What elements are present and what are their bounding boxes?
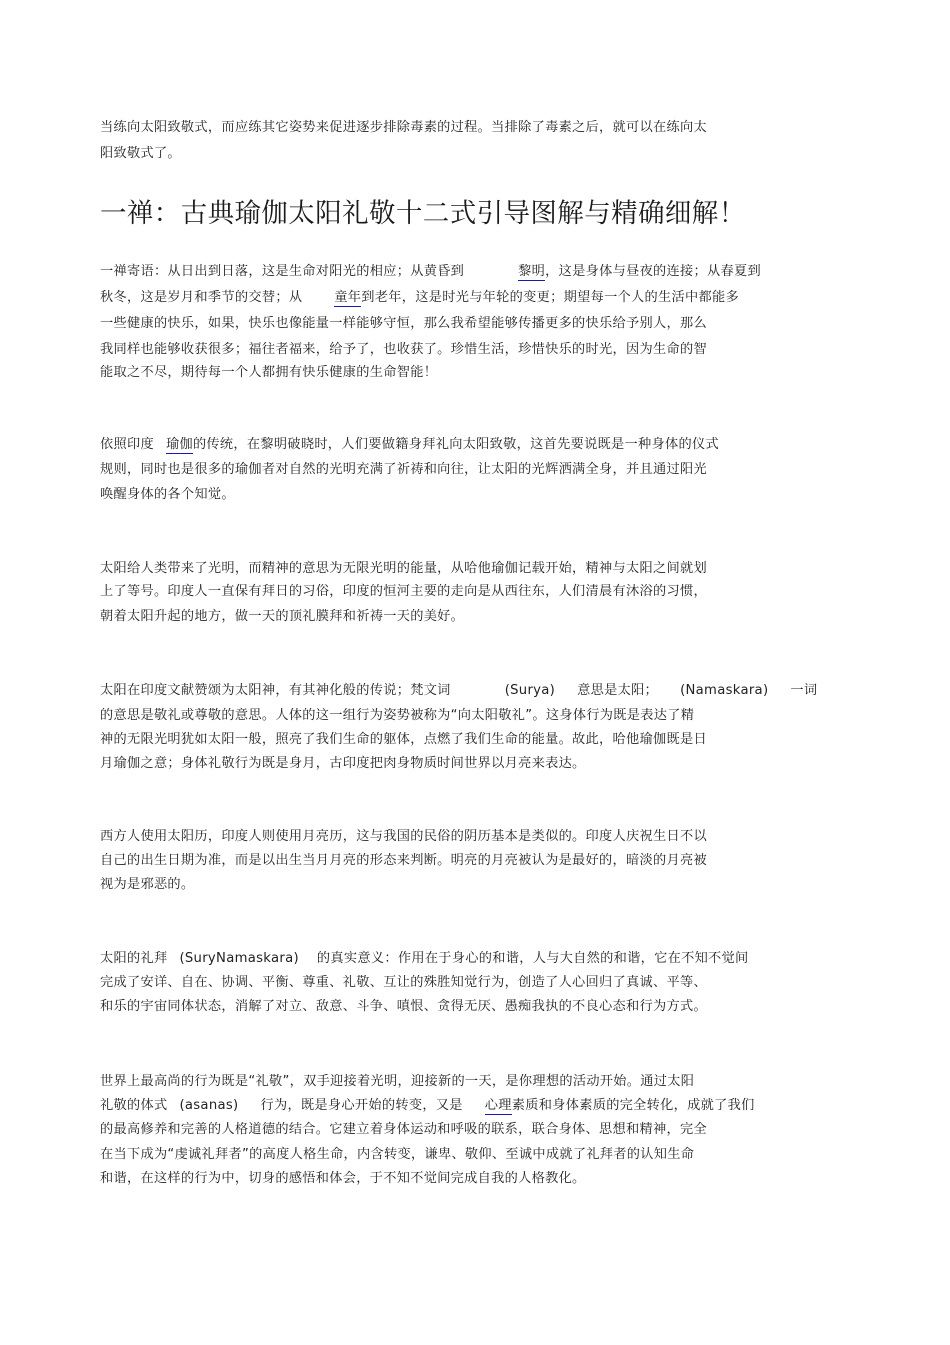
text-line — [100, 1097, 755, 1115]
text-span: ，这是身体与昼夜的连接；从春夏到 — [545, 264, 761, 279]
article-title: 一禅：古典瑜伽太阳礼敬十二式引导图解与精确细解！ — [100, 198, 746, 229]
text-line: 神的无限光明犹如太阳一般，照亮了我们生命的躯体，点燃了我们生命的能量。故此，哈他瑜伽既是日 — [100, 732, 707, 747]
text-line: 自己的出生日期为准，而是以出生当月月亮的形态来判断。明亮的月亮被认为是最好的，暗淡的月亮被 — [100, 853, 707, 868]
text-line — [100, 950, 749, 968]
text-line: 太阳给人类带来了光明，而精神的意思为无限光明的能量，从哈他瑜伽记载开始，精神与太阳之间就划 — [100, 561, 707, 576]
link-tongnian[interactable]: 童年 — [334, 290, 362, 305]
text-line — [100, 436, 719, 454]
text-span: 的传统，在黎明破晓时，人们要做籍身拜礼向太阳致敬，这首先要说既是一种身体的仪式 — [192, 437, 719, 452]
text-line — [100, 682, 817, 700]
text-span: 的真实意义：作用在于身心的和谐，人与大自然的和谐，它在不知不觉间 — [316, 951, 749, 966]
term-surya: (Surya) — [504, 683, 556, 698]
term-surynamaskara: (SuryNamaskara) — [179, 951, 299, 966]
text-line: 的最高修养和完善的人格道德的结合。它建立着身体运动和呼吸的联系，联合身体、思想和精神，完全 — [100, 1122, 707, 1137]
text-span: 意思是太阳； — [577, 683, 659, 698]
text-span: 礼敬的体式 — [100, 1098, 168, 1113]
text-line: 和谐，在这样的行为中，切身的感悟和体会，于不知不觉间完成自我的人格教化。 — [100, 1171, 586, 1186]
text-line: 阳致敬式了。 — [100, 146, 181, 161]
text-line — [100, 263, 761, 281]
text-span: 秋冬，这是岁月和季节的交替；从 — [100, 290, 303, 305]
text-span: 一词 — [790, 683, 818, 698]
text-line: 上了等号。印度人一直保有拜日的习俗，印度的恒河主要的走向是从西往东，人们清晨有沐浴的习惯， — [100, 584, 707, 599]
term-namaskara: (Namaskara) — [680, 683, 769, 698]
text-span: 到老年，这是时光与年轮的变更；期望每一个人的生活中都能多 — [361, 290, 739, 305]
term-asanas: (asanas) — [179, 1098, 239, 1113]
link-yujia[interactable]: 瑜伽 — [165, 437, 193, 452]
text-line: 当练向太阳致敬式，而应练其它姿势来促进逐步排除毒素的过程。当排除了毒素之后，就可以在练向太 — [100, 120, 707, 135]
text-span: 行为，既是身心开始的转变，又是 — [260, 1098, 463, 1113]
text-line: 和乐的宇宙同体状态，消解了对立、敌意、斗争、嗔恨、贪得无厌、愚痴我执的不良心态和行为方式。 — [100, 999, 707, 1014]
text-line: 唤醒身体的各个知觉。 — [100, 487, 235, 502]
text-line: 的意思是敬礼或尊敬的意思。人体的这一组行为姿势被称为“向太阳敬礼”。这身体行为既是表达了精 — [100, 708, 695, 723]
text-line: 我同样也能够收获很多；福往者福来，给予了，也收获了。珍惜生活，珍惜快乐的时光，因为生命的智 — [100, 342, 707, 357]
text-line: 在当下成为“虔诚礼拜者”的高度人格生命，内含转变，谦卑、敬仰、至诚中成就了礼拜者的认知生命 — [100, 1147, 695, 1162]
text-span: 一禅寄语：从日出到日落，这是生命对阳光的相应；从黄昏到 — [100, 264, 465, 279]
text-line: 一些健康的快乐，如果，快乐也像能量一样能够守恒，那么我希望能够传播更多的快乐给予别人，那么 — [100, 316, 707, 331]
text-span: 素质和身体素质的完全转化，成就了我们 — [511, 1098, 755, 1113]
text-line: 月瑜伽之意；身体礼敬行为既是身月，古印度把肉身物质时间世界以月亮来表达。 — [100, 756, 586, 771]
text-line: 视为是邪恶的。 — [100, 877, 195, 892]
text-line: 朝着太阳升起的地方，做一天的顶礼膜拜和祈祷一天的美好。 — [100, 609, 465, 624]
link-xinli[interactable]: 心理 — [484, 1098, 512, 1113]
text-line: 规则，同时也是很多的瑜伽者对自然的光明充满了祈祷和向往，让太阳的光辉洒满全身，并且通过阳光 — [100, 462, 707, 477]
text-span: 太阳的礼拜 — [100, 951, 168, 966]
text-span: 太阳在印度文献赞颂为太阳神，有其神化般的传说；梵文词 — [100, 683, 451, 698]
text-line: 世界上最高尚的行为既是“礼敬”，双手迎接着光明，迎接新的一天，是你理想的活动开始。通过太阳 — [100, 1074, 695, 1089]
link-liming[interactable]: 黎明 — [518, 264, 546, 279]
text-line: 西方人使用太阳历，印度人则使用月亮历，这与我国的民俗的阴历基本是类似的。印度人庆祝生日不以 — [100, 829, 707, 844]
text-span: 依照印度 — [100, 437, 154, 452]
text-line — [100, 289, 739, 307]
text-line: 完成了安详、自在、协调、平衡、尊重、礼敬、互让的殊胜知觉行为，创造了人心回归了真诚、平等、 — [100, 975, 707, 990]
text-line: 能取之不尽，期待每一个人都拥有快乐健康的生命智能！ — [100, 365, 438, 380]
